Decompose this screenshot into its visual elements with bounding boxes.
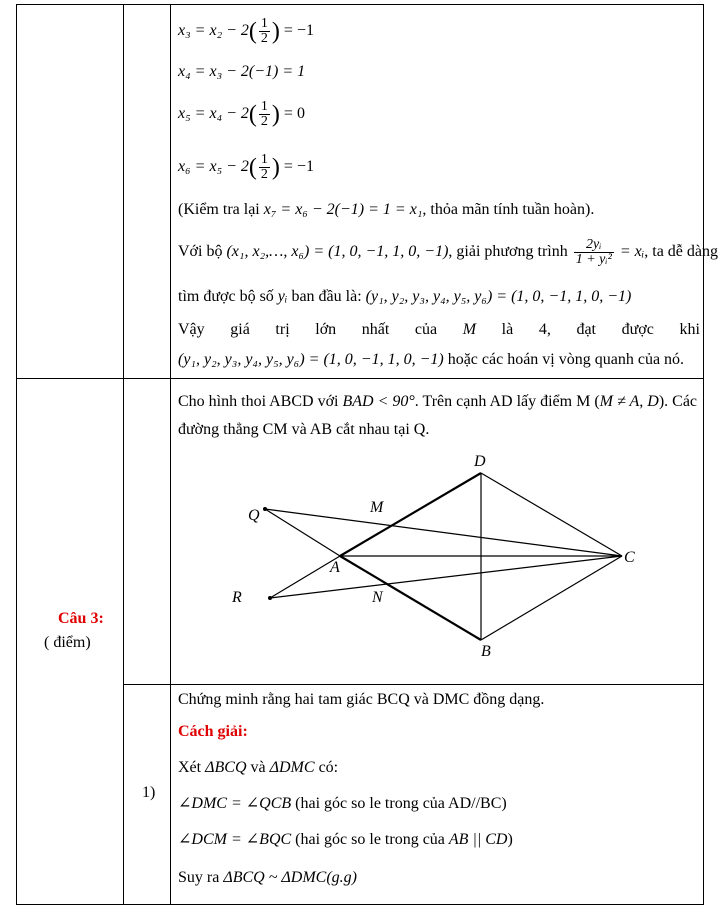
problem-statement-line-2: đường thẳng CM và AB cắt nhau tại Q. — [178, 421, 430, 438]
conclusion-line-1: Vậy giá trị lớn nhất của M là 4, đạt được khi — [178, 321, 700, 338]
angle-equality-2: ∠DCM = ∠BQC (hai góc so le trong của AB || CD) — [178, 831, 513, 848]
point-R — [268, 596, 272, 600]
similarity-conclusion: Suy ra ΔBCQ ~ ΔDMC(g.g) — [178, 869, 357, 886]
found-values-line: tìm được bộ số yᵢ ban đầu là: (y₁, y₂, y₃, y₄, y₅, y₆) = (1, 0, −1, 1, 0, −1) — [178, 288, 632, 305]
part-1-statement: Chứng minh rằng hai tam giác BCQ và DMC đồng dạng. — [178, 691, 545, 708]
label-D: D — [474, 453, 486, 470]
table-row-divider-q3 — [16, 378, 704, 379]
label-A: A — [330, 559, 340, 576]
part-1-number: 1) — [142, 784, 156, 801]
table-border-top — [16, 4, 704, 5]
solution-heading: Cách giải: — [178, 723, 248, 740]
label-M: M — [370, 499, 384, 516]
equation-fraction: $\frac{\text{2yᵢ}}{\text{1 + yᵢ²}}$ — [575, 237, 612, 267]
step-x3: x₃ = x₂ − 2( $\frac{1}{2}$ ) = −1 — [178, 16, 314, 46]
segment-A-B — [340, 556, 481, 640]
segment-B-C — [481, 556, 622, 640]
segment-A-D — [340, 473, 481, 556]
segment-Q-A — [265, 509, 340, 556]
label-B: B — [481, 643, 491, 660]
table-col-divider-2 — [170, 4, 171, 905]
question-3-points: ( điểm) — [44, 634, 91, 651]
segment-R-C — [270, 556, 622, 598]
table-col-divider-1 — [123, 4, 124, 905]
step-x5: x₅ = x₄ − 2( $\frac{1}{2}$ ) = 0 — [178, 99, 305, 129]
problem-statement-line-1: Cho hình thoi ABCD với BAD < 90°. Trên cạnh AD lấy điểm M (M ≠ A, D). Các — [178, 393, 698, 410]
point-Q — [263, 507, 267, 511]
table-border-bottom — [16, 904, 704, 905]
fraction-half: $\frac{1}{2}$ — [260, 16, 268, 46]
table-row-divider-part1 — [123, 684, 704, 685]
angle-equality-1: ∠DMC = ∠QCB (hai góc so le trong của AD//BC) — [178, 795, 507, 812]
segment-D-C — [481, 473, 622, 556]
fraction-half: $\frac{1}{2}$ — [260, 152, 268, 182]
conclusion-line-2: (y₁, y₂, y₃, y₄, y₅, y₆) = (1, 0, −1, 1, 0, −1) hoặc các hoán vị vòng quanh của nó. — [178, 351, 685, 368]
solve-equation-line: Với bộ (x₁, x₂,…, x₆) = (1, 0, −1, 1, 0, −1), giải phương trình $\frac{\text{2yᵢ}}{\text{1 + yᵢ²}}$ = xᵢ, ta dễ dàng — [178, 237, 718, 267]
consider-triangles: Xét ΔBCQ và ΔDMC có: — [178, 759, 339, 776]
fraction-half: $\frac{1}{2}$ — [260, 99, 268, 129]
label-N: N — [372, 589, 383, 606]
label-C: C — [624, 549, 635, 566]
segment-Q-C — [265, 509, 622, 556]
step-x6: x₆ = x₅ − 2( $\frac{1}{2}$ ) = −1 — [178, 152, 314, 182]
label-R: R — [232, 589, 242, 606]
step-x4: x₄ = x₃ − 2(−1) = 1 — [178, 63, 306, 80]
periodicity-check: (Kiểm tra lại x₇ = x₆ − 2(−1) = 1 = x₁, thỏa mãn tính tuần hoàn). — [178, 201, 595, 218]
rhombus-diagram — [180, 445, 660, 665]
step-x3-result: = −1 — [283, 22, 314, 40]
table-border-right — [703, 4, 704, 905]
label-Q: Q — [248, 507, 260, 524]
step-x3-expr: x₃ = x₂ − 2 — [178, 22, 249, 40]
question-3-label: Câu 3: — [58, 610, 104, 627]
table-border-left — [16, 4, 17, 905]
